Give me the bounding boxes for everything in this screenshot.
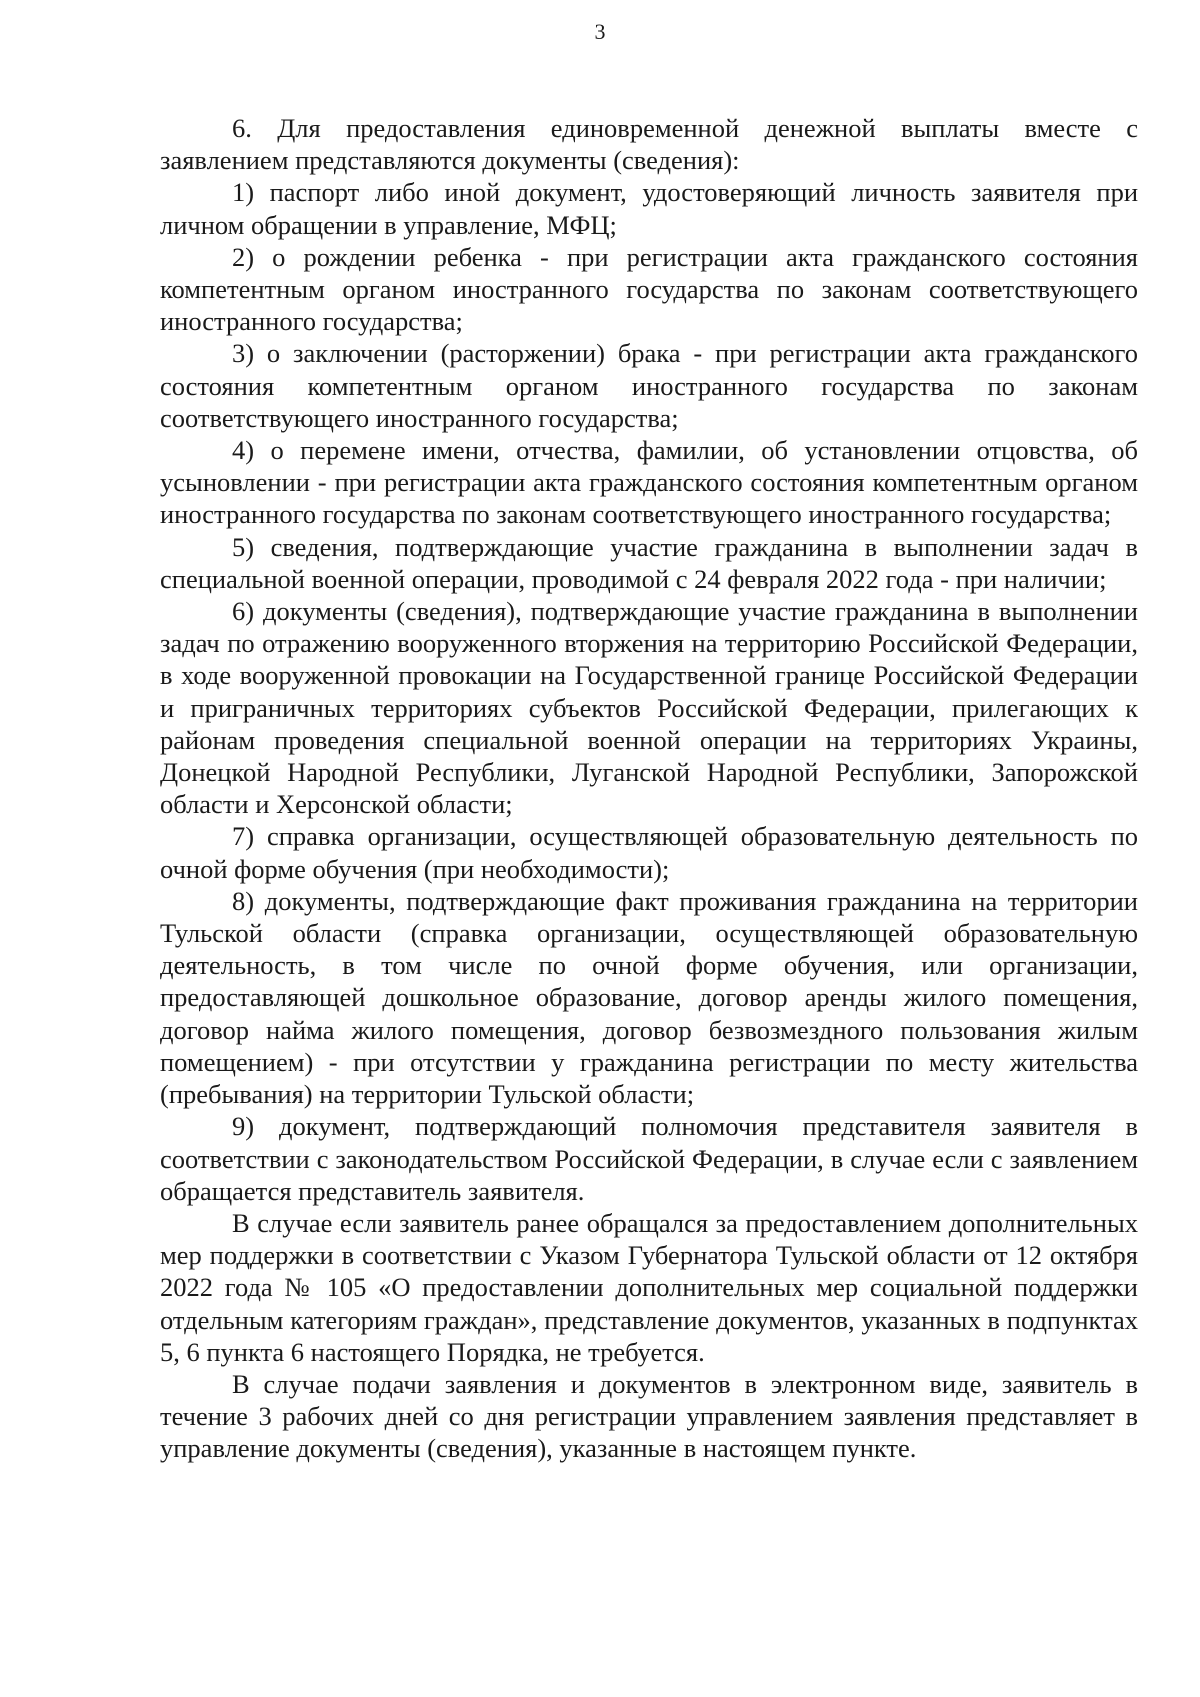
list-item-3-marriage: 3) о заключении (расторжении) брака - при регистрации акта гражданского состояния компетентным органом иностранного государства по законам соответствующего иностранного государства; [160, 338, 1138, 433]
list-item-7-education: 7) справка организации, осуществляющей образовательную деятельность по очной форме обучения (при необходимости); [160, 821, 1138, 884]
list-item-9-representative: 9) документ, подтверждающий полномочия представителя заявителя в соответствии с законодательством Российской Федерации, в случае если с заявлением обращается представитель заявителя. [160, 1111, 1138, 1206]
page-number: 3 [594, 19, 606, 44]
paragraph-previous-application: В случае если заявитель ранее обращался за предоставлением дополнительных мер поддержки в соответствии с Указом Губернатора Тульской области от 12 октября 2022 года № 105 «О предоставлении дополнительных мер социальной поддержки отдельным категориям граждан», представление документов, указанных в подпунктах 5, 6 пункта 6 настоящего Порядка, не требуется. [160, 1207, 1138, 1367]
list-item-5-svo: 5) сведения, подтверждающие участие гражданина в выполнении задач в специальной военной операции, проводимой с 24 февраля 2022 года - при наличии; [160, 531, 1138, 594]
list-item-4-name-change: 4) о перемене имени, отчества, фамилии, об установлении отцовства, об усыновлении - при регистрации акта гражданского состояния компетентным органом иностранного государства по законам соответствующего иностранного государства; [160, 435, 1138, 530]
paragraph-item-6-intro: 6. Для предоставления единовременной денежной выплаты вместе с заявлением представляются документы (сведения): [160, 113, 1138, 176]
list-item-1-passport: 1) паспорт либо иной документ, удостоверяющий личность заявителя при личном обращении в управление, МФЦ; [160, 177, 1138, 240]
document-body [160, 112, 1138, 1465]
list-item-6-documents: 6) документы (сведения), подтверждающие участие гражданина в выполнении задач по отражению вооруженного вторжения на территорию Российской Федерации, в ходе вооруженной провокации на Государственной границе Российской Федерации и приграничных территориях субъектов Российской Федерации, прилегающих к районам проведения специальной военной операции на территориях Украины, Донецкой Народной Республики, Луганской Народной Республики, Запорожской области и Херсонской области; [160, 596, 1138, 820]
list-item-8-residence: 8) документы, подтверждающие факт проживания гражданина на территории Тульской области (справка организации, осуществляющей образовательную деятельность, в том числе по очной форме обучения, или организации, предоставляющей дошкольное образование, договор аренды жилого помещения, договор найма жилого помещения, договор безвозмездного пользования жилым помещением) - при отсутствии у гражданина регистрации по месту жительства (пребывания) на территории Тульской области; [160, 885, 1138, 1110]
list-item-2-birth: 2) о рождении ребенка - при регистрации акта гражданского состояния компетентным органом иностранного государства по законам соответствующего иностранного государства; [160, 241, 1138, 337]
paragraph-electronic-submission: В случае подачи заявления и документов в электронном виде, заявитель в течение 3 рабочих дней со дня регистрации управлением заявления представляет в управление документы (сведения), указанные в настоящем пункте. [160, 1368, 1138, 1464]
